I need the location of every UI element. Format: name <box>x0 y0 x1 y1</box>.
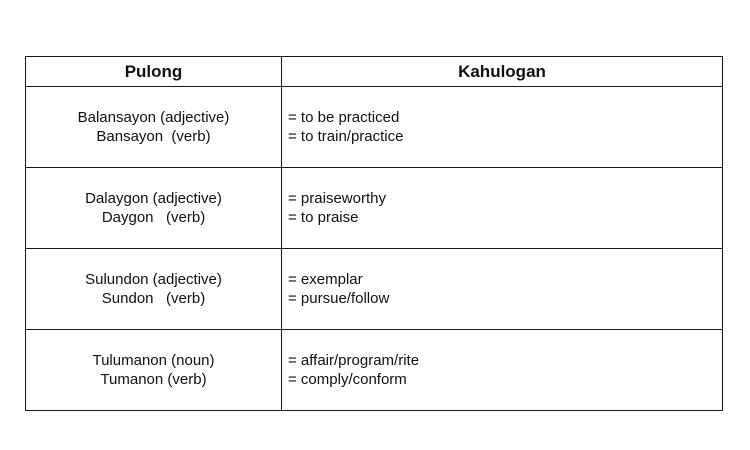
table-row <box>26 168 723 249</box>
meaning-cell <box>282 168 723 249</box>
meaning-line: = exemplar <box>288 271 363 288</box>
meaning-cell <box>282 249 723 330</box>
meaning-line: = affair/program/rite <box>288 352 420 369</box>
meaning-cell <box>282 330 723 411</box>
column-header-pulong: Pulong <box>26 57 282 87</box>
word-adjective: Dalaygon (adjective) <box>85 190 222 207</box>
meaning-line: = to praise <box>288 209 359 226</box>
word-cell <box>26 330 282 411</box>
meaning-line: = to be practiced <box>288 109 400 126</box>
meaning-line: = to train/practice <box>288 128 404 145</box>
word-verb: Bansayon (verb) <box>96 128 211 145</box>
vocabulary-table <box>25 56 723 411</box>
table-row <box>26 330 723 411</box>
word-verb: Daygon (verb) <box>101 209 206 226</box>
table-header-row <box>26 57 723 87</box>
word-verb: Tumanon (verb) <box>100 371 207 388</box>
word-adjective: Balansayon (adjective) <box>77 109 230 126</box>
meaning-line: = comply/conform <box>288 371 407 388</box>
meaning-line: = praiseworthy <box>288 190 386 207</box>
column-header-kahulogan: Kahulogan <box>282 57 723 87</box>
word-cell <box>26 168 282 249</box>
meaning-line: = pursue/follow <box>288 290 390 307</box>
word-adjective: Sulundon (adjective) <box>85 271 222 288</box>
word-cell <box>26 87 282 168</box>
meaning-cell <box>282 87 723 168</box>
table-row <box>26 87 723 168</box>
word-verb: Sundon (verb) <box>101 290 206 307</box>
word-cell <box>26 249 282 330</box>
word-noun: Tulumanon (noun) <box>92 352 215 369</box>
table-row <box>26 249 723 330</box>
